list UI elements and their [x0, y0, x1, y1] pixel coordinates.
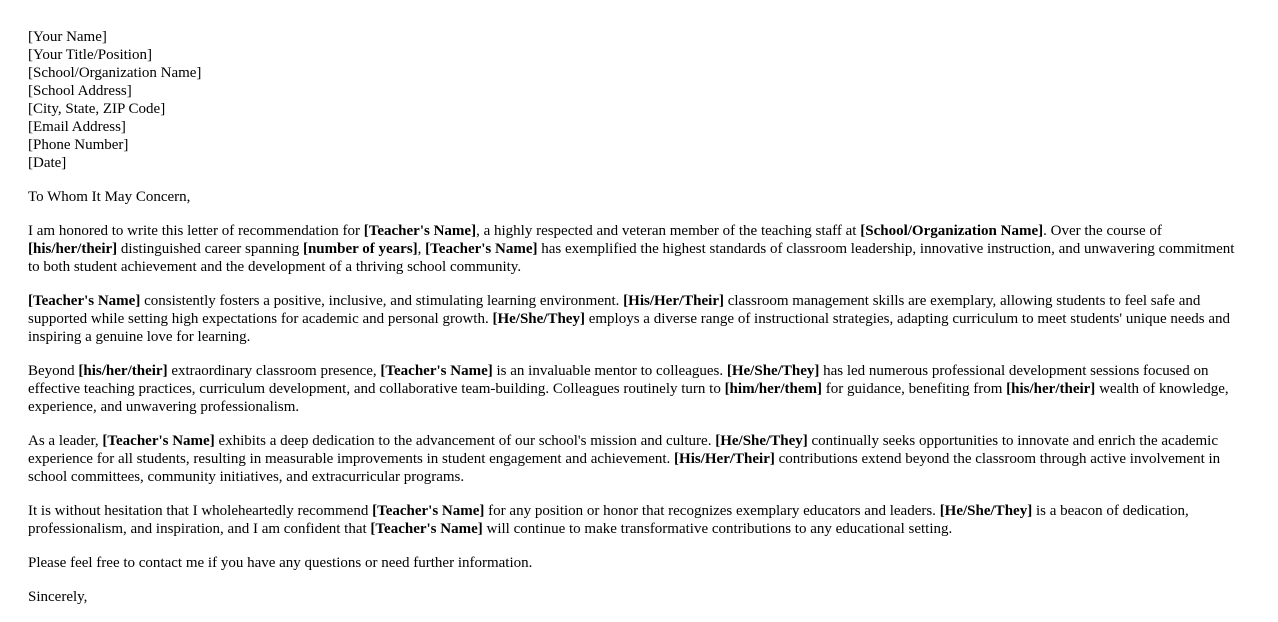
placeholder-field: [his/her/their]: [28, 241, 118, 257]
paragraph-text: consistently fosters a positive, inclusive, and stimulating learning environment.: [140, 293, 624, 309]
paragraph-text: continually seeks opportunities to innovate and enrich the academic experience for all students, resulting in measurable improvements in student engagement and achievement.: [28, 433, 1219, 467]
closing: Sincerely,: [28, 589, 88, 605]
placeholder-field: [Teacher's Name]: [372, 503, 485, 519]
sender-school-address: [School Address]: [28, 83, 132, 99]
paragraph-text: classroom management skills are exemplary, allowing students to feel safe and supported while setting high expectations for academic and personal growth.: [28, 293, 1201, 327]
letter-paragraphs: [28, 222, 1248, 572]
paragraph-text: distinguished career spanning: [117, 241, 303, 257]
paragraph-text: employs a diverse range of instructional strategies, adapting curriculum to meet students' unique needs and inspiring a genuine love for learning.: [28, 311, 1230, 345]
body-paragraph-1: [28, 222, 1248, 276]
placeholder-field: [number of years]: [302, 241, 418, 257]
placeholder-field: [His/Her/Their]: [623, 293, 724, 309]
paragraph-text: has led numerous professional development sessions focused on effective teaching practices, curriculum development, and collaborative team-building. Colleagues routinely turn to: [28, 363, 1209, 397]
body-paragraph-6: [28, 554, 1248, 572]
sender-name: [Your Name]: [28, 29, 107, 45]
salutation: To Whom It May Concern,: [28, 189, 191, 205]
placeholder-field: [his/her/their]: [1006, 381, 1096, 397]
paragraph-text: for guidance, benefiting from: [822, 381, 1007, 397]
placeholder-field: [School/Organization Name]: [860, 223, 1044, 239]
placeholder-field: [Teacher's Name]: [28, 293, 141, 309]
paragraph-text: is an invaluable mentor to colleagues.: [492, 363, 727, 379]
placeholder-field: [him/her/them]: [724, 381, 823, 397]
paragraph-text: has exemplified the highest standards of classroom leadership, innovative instruction, and unwavering commitment to both student achievement and the development of a thriving school community.: [28, 241, 1235, 275]
paragraph-text: is a beacon of dedication, professionalism, and inspiration, and I am confident that: [28, 503, 1189, 537]
paragraph-text: As a leader,: [28, 433, 103, 449]
paragraph-text: wealth of knowledge, experience, and unwavering professionalism.: [28, 381, 1229, 415]
paragraph-text: for any position or honor that recognizes exemplary educators and leaders.: [484, 503, 940, 519]
placeholder-field: [Teacher's Name]: [370, 521, 483, 537]
body-paragraph-2: [28, 292, 1248, 346]
body-paragraph-3: [28, 362, 1248, 416]
placeholder-field: [He/She/They]: [715, 433, 808, 449]
body-paragraph-5: [28, 502, 1248, 538]
placeholder-field: [his/her/their]: [78, 363, 168, 379]
placeholder-field: [Teacher's Name]: [102, 433, 215, 449]
placeholder-field: [Teacher's Name]: [363, 223, 477, 239]
letter-body: [28, 28, 1248, 622]
placeholder-field: [He/She/They]: [492, 311, 585, 327]
paragraph-text: ,: [417, 241, 426, 257]
paragraph-text: Beyond: [28, 363, 79, 379]
paragraph-text: , a highly respected and veteran member of the teaching staff at: [476, 223, 861, 239]
sender-phone: [Phone Number]: [28, 137, 129, 153]
body-paragraph-4: [28, 432, 1248, 486]
paragraph-text: contributions extend beyond the classroom through active involvement in school committees, community initiatives, and extracurricular programs.: [28, 451, 1221, 485]
paragraph-text: exhibits a deep dedication to the advancement of our school's mission and culture.: [214, 433, 716, 449]
letter-date: [Date]: [28, 155, 67, 171]
placeholder-field: [Teacher's Name]: [425, 241, 538, 257]
paragraph-text: extraordinary classroom presence,: [167, 363, 381, 379]
placeholder-field: [He/She/They]: [939, 503, 1033, 519]
placeholder-field: [He/She/They]: [726, 363, 820, 379]
sender-organization: [School/Organization Name]: [28, 65, 202, 81]
paragraph-text: will continue to make transformative contributions to any educational setting.: [482, 521, 953, 537]
sender-title: [Your Title/Position]: [28, 47, 152, 63]
sender-city-state-zip: [City, State, ZIP Code]: [28, 101, 166, 117]
paragraph-text: It is without hesitation that I wholeheartedly recommend: [28, 503, 373, 519]
paragraph-text: . Over the course of: [1043, 223, 1162, 239]
sender-email: [Email Address]: [28, 119, 126, 135]
paragraph-text: Please feel free to contact me if you have any questions or need further information.: [28, 555, 533, 571]
sender-address-block: [28, 28, 1248, 172]
placeholder-field: [Teacher's Name]: [380, 363, 493, 379]
placeholder-field: [His/Her/Their]: [674, 451, 775, 467]
paragraph-text: I am honored to write this letter of recommendation for: [28, 223, 364, 239]
